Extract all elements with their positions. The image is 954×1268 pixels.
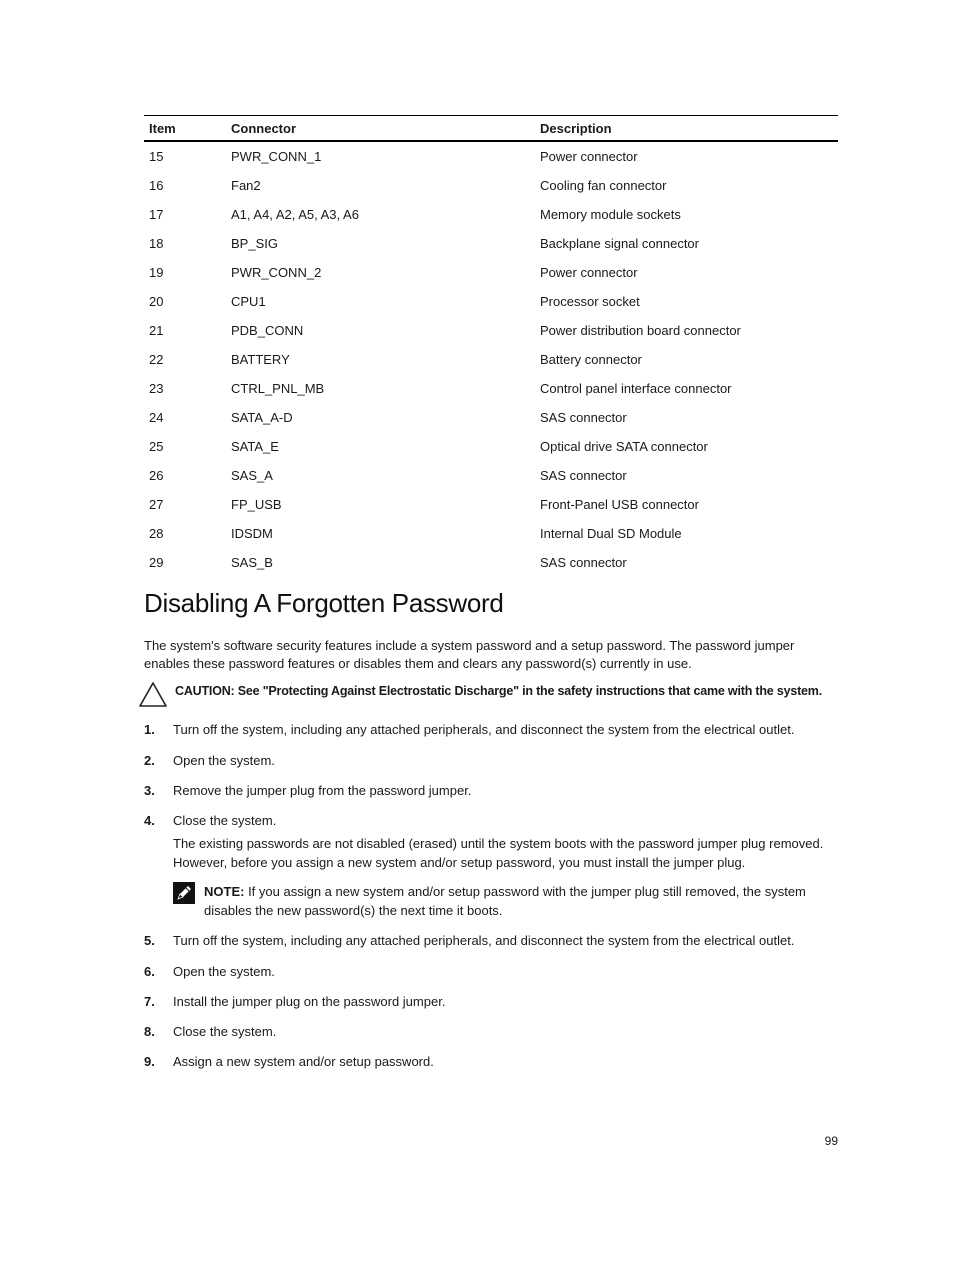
cell-description: Power distribution board connector xyxy=(540,323,741,338)
step-text: Remove the jumper plug from the password jumper. xyxy=(173,783,472,798)
header-item: Item xyxy=(144,116,231,142)
cell-connector: SATA_E xyxy=(231,439,279,454)
cell-connector: SATA_A-D xyxy=(231,410,293,425)
step-number: 8. xyxy=(144,1024,155,1039)
cell-description: Front-Panel USB connector xyxy=(540,497,699,512)
cell-item: 25 xyxy=(149,439,164,454)
table-row xyxy=(144,316,838,345)
cell-item: 21 xyxy=(149,323,164,338)
note-label: NOTE: xyxy=(204,884,245,899)
step-text: Turn off the system, including any attached peripherals, and disconnect the system from the electrical outlet. xyxy=(173,933,795,948)
table-row xyxy=(144,258,838,287)
cell-item: 23 xyxy=(149,381,164,396)
cell-description: Backplane signal connector xyxy=(540,236,699,251)
step-number: 5. xyxy=(144,933,155,948)
connector-table xyxy=(144,115,838,577)
header-description: Description xyxy=(540,116,838,142)
table-row xyxy=(144,287,838,316)
table-header-row xyxy=(144,116,838,142)
cell-connector: BATTERY xyxy=(231,352,290,367)
cell-connector: SAS_A xyxy=(231,468,273,483)
table-row xyxy=(144,432,838,461)
step-number: 4. xyxy=(144,813,155,828)
table-row xyxy=(144,403,838,432)
cell-item: 16 xyxy=(149,178,164,193)
table-row xyxy=(144,519,838,548)
cell-item: 22 xyxy=(149,352,164,367)
caution-notice xyxy=(138,680,838,708)
cell-connector: SAS_B xyxy=(231,555,273,570)
table-row xyxy=(144,141,838,171)
note-text xyxy=(204,882,834,920)
step-text: Close the system. xyxy=(173,1024,277,1039)
cell-description: Power connector xyxy=(540,149,638,164)
cell-description: Optical drive SATA connector xyxy=(540,439,708,454)
caution-triangle-icon xyxy=(138,680,168,708)
table-row xyxy=(144,374,838,403)
step-number: 1. xyxy=(144,722,155,737)
cell-description: Cooling fan connector xyxy=(540,178,667,193)
table-row xyxy=(144,229,838,258)
cell-description: Power connector xyxy=(540,265,638,280)
cell-description: Battery connector xyxy=(540,352,642,367)
cell-item: 26 xyxy=(149,468,164,483)
cell-description: Internal Dual SD Module xyxy=(540,526,682,541)
cell-description: Processor socket xyxy=(540,294,640,309)
cell-connector: Fan2 xyxy=(231,178,261,193)
table-row xyxy=(144,200,838,229)
cell-item: 20 xyxy=(149,294,164,309)
step-text: Open the system. xyxy=(173,964,275,979)
caution-text: CAUTION: See "Protecting Against Electrostatic Discharge" in the safety instructions that came with the system. xyxy=(175,684,822,698)
cell-item: 15 xyxy=(149,149,164,164)
section-title: Disabling A Forgotten Password xyxy=(144,588,504,618)
step-text: Install the jumper plug on the password jumper. xyxy=(173,994,446,1009)
table-body xyxy=(144,141,838,577)
cell-item: 17 xyxy=(149,207,164,222)
step-number: 9. xyxy=(144,1054,155,1069)
cell-connector: FP_USB xyxy=(231,497,282,512)
note-body: If you assign a new system and/or setup password with the jumper plug still removed, the system disables the new password(s) the next time it boots. xyxy=(204,884,806,918)
cell-item: 29 xyxy=(149,555,164,570)
cell-connector: PWR_CONN_1 xyxy=(231,149,322,164)
cell-connector: CPU1 xyxy=(231,294,266,309)
cell-description: SAS connector xyxy=(540,410,627,425)
cell-connector: BP_SIG xyxy=(231,236,278,251)
table-row xyxy=(144,171,838,200)
cell-connector: CTRL_PNL_MB xyxy=(231,381,325,396)
cell-item: 19 xyxy=(149,265,164,280)
step-number: 3. xyxy=(144,783,155,798)
cell-connector: A1, A4, A2, A5, A3, A6 xyxy=(231,207,359,222)
intro-paragraph: The system's software security features include a system password and a setup password. The password jumper enables these password features or disables them and clears any password(s) currently in use. xyxy=(144,638,795,671)
cell-description: Memory module sockets xyxy=(540,207,681,222)
step-text: Open the system. xyxy=(173,753,275,768)
table-row xyxy=(144,548,838,577)
header-connector: Connector xyxy=(231,116,540,142)
step-4-detail: The existing passwords are not disabled (erased) until the system boots with the password jumper plug removed. However, before you assign a new system and/or setup password, you must install the jumper plug. xyxy=(173,836,824,870)
table-row xyxy=(144,490,838,519)
cell-item: 18 xyxy=(149,236,164,251)
cell-description: Control panel interface connector xyxy=(540,381,732,396)
step-text: Turn off the system, including any attached peripherals, and disconnect the system from the electrical outlet. xyxy=(173,722,795,737)
cell-connector: PDB_CONN xyxy=(231,323,304,338)
cell-item: 27 xyxy=(149,497,164,512)
cell-connector: PWR_CONN_2 xyxy=(231,265,322,280)
cell-item: 28 xyxy=(149,526,164,541)
cell-description: SAS connector xyxy=(540,555,627,570)
step-number: 2. xyxy=(144,753,155,768)
step-text: Assign a new system and/or setup password. xyxy=(173,1054,434,1069)
cell-connector: IDSDM xyxy=(231,526,273,541)
note-pencil-icon xyxy=(173,882,195,904)
step-text: Close the system. xyxy=(173,813,277,828)
step-number: 6. xyxy=(144,964,155,979)
cell-description: SAS connector xyxy=(540,468,627,483)
page-number: 99 xyxy=(824,1134,838,1148)
cell-item: 24 xyxy=(149,410,164,425)
table-row xyxy=(144,461,838,490)
note-box xyxy=(173,882,833,922)
table-row xyxy=(144,345,838,374)
step-number: 7. xyxy=(144,994,155,1009)
